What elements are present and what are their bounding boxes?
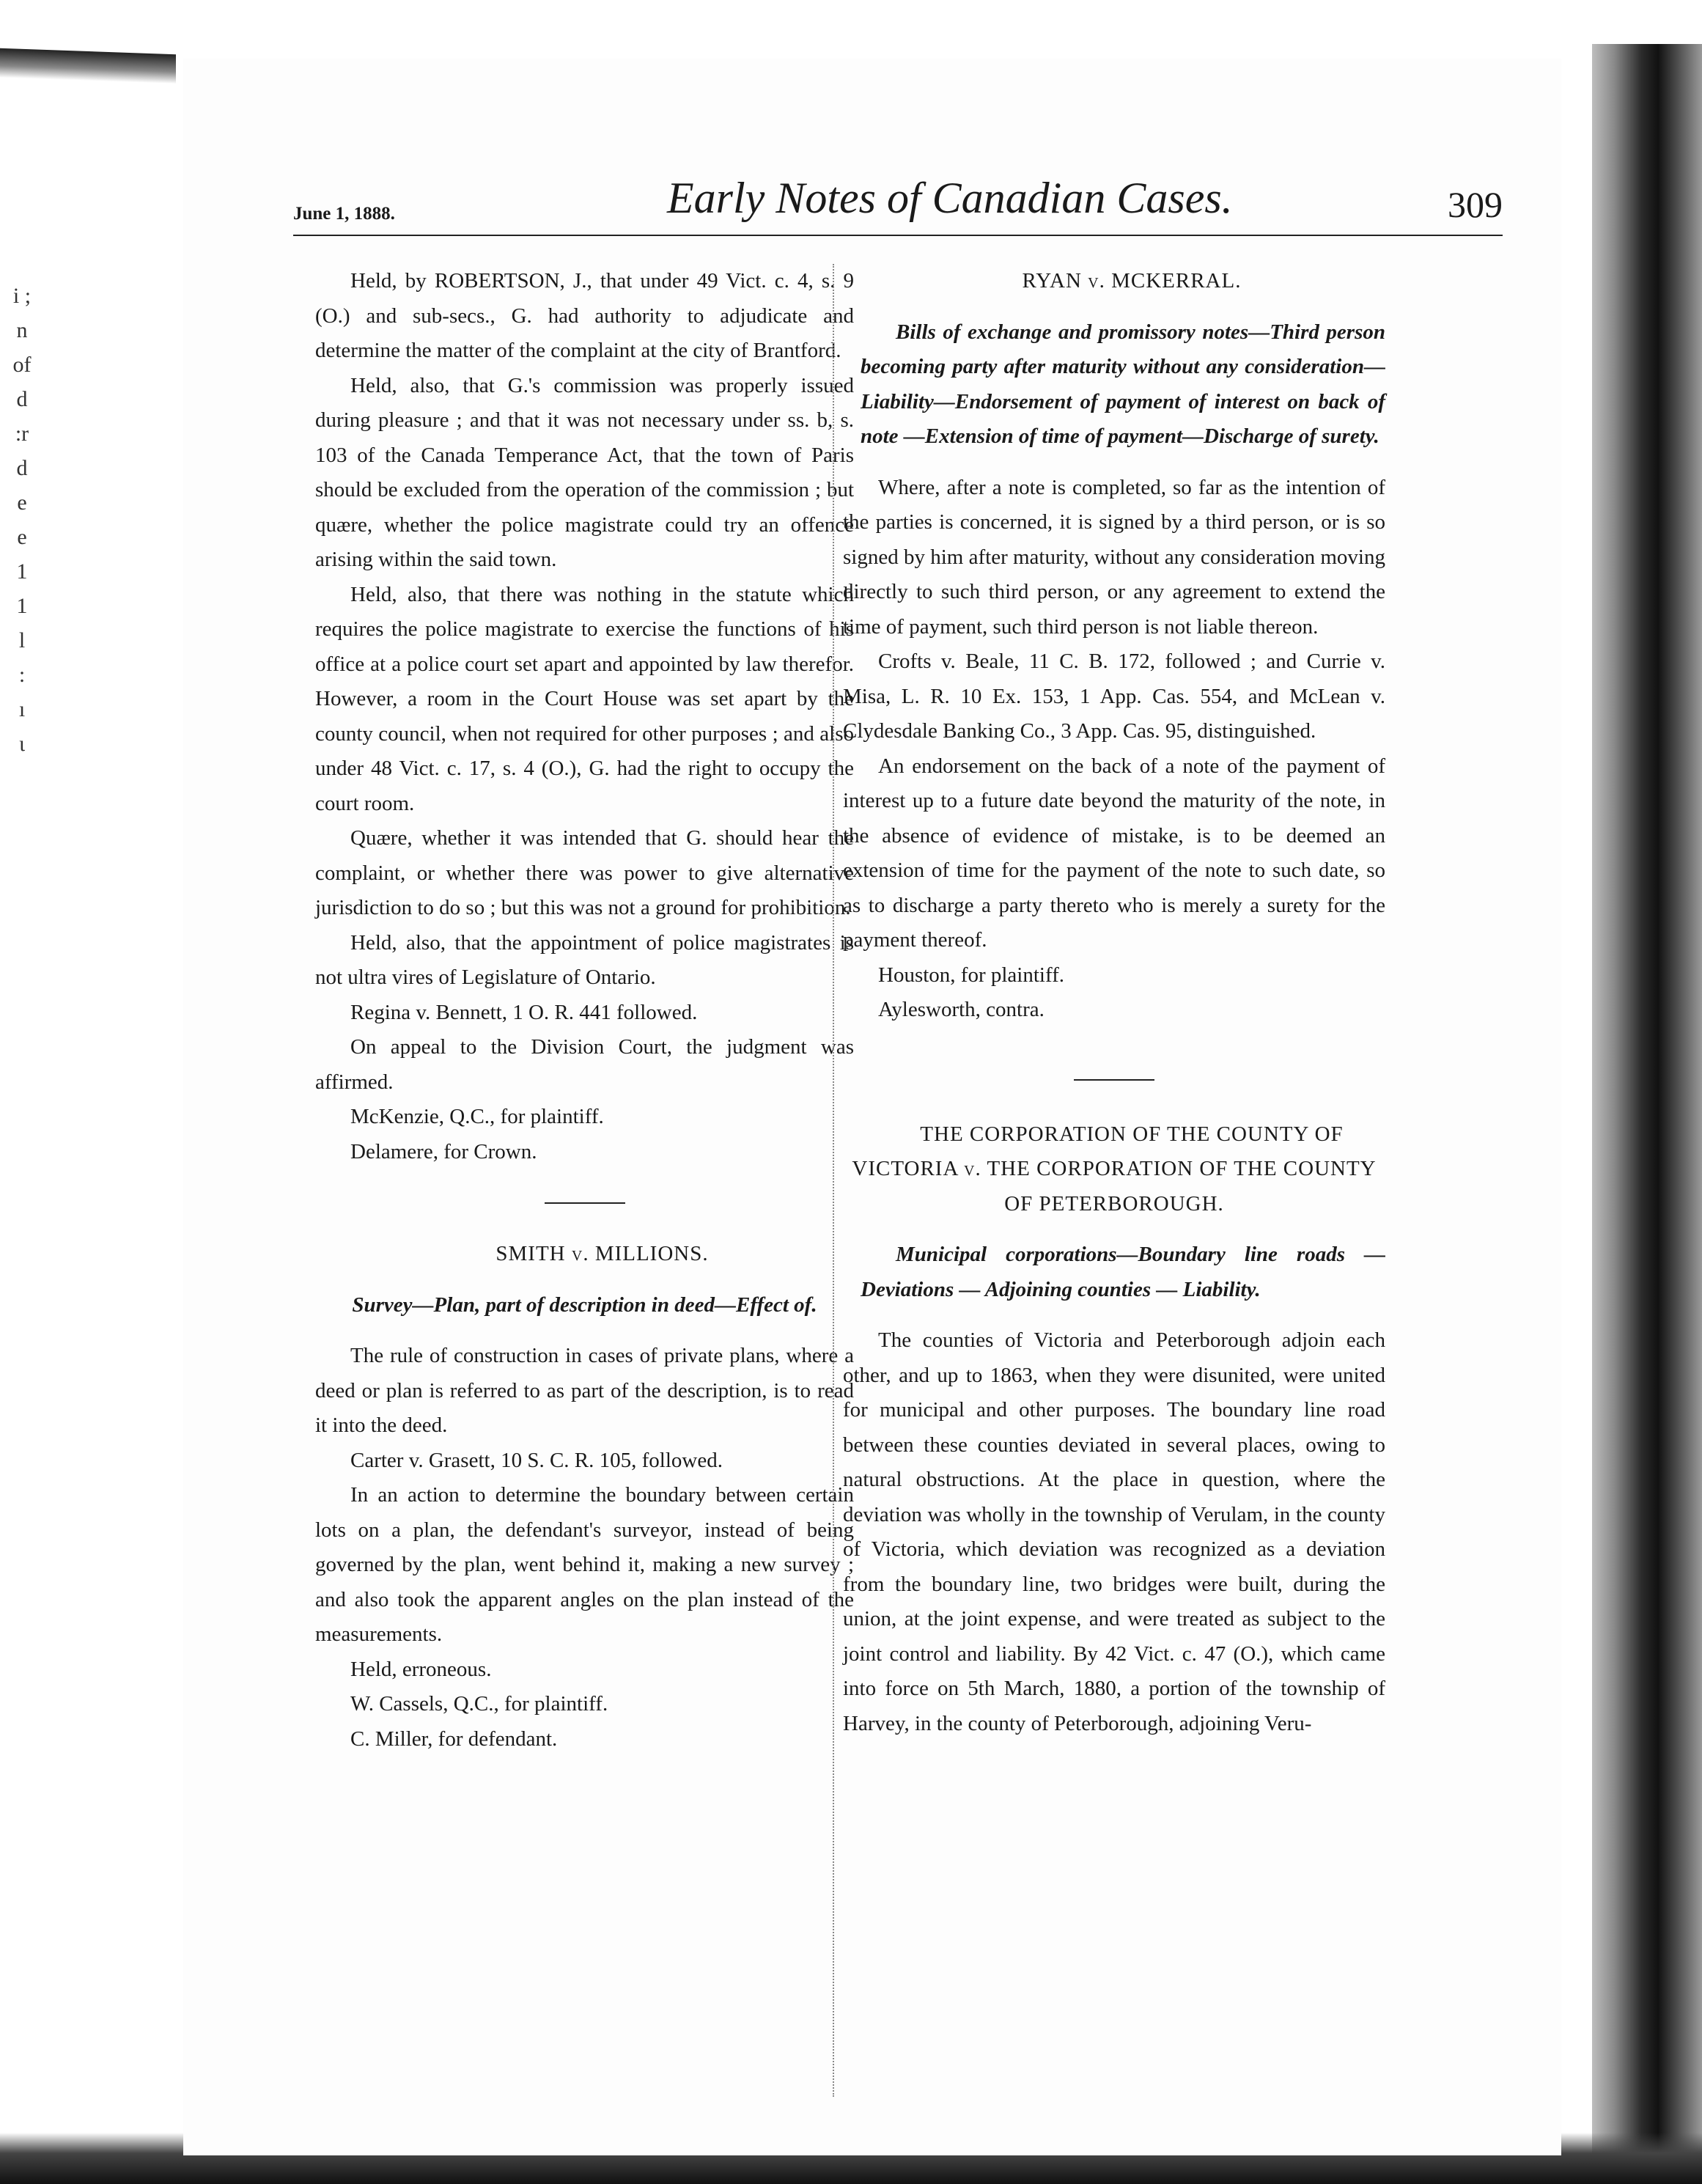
case-headnote: Municipal corporations—Boundary line roads — Deviations — Adjoining counties — Liability. bbox=[861, 1243, 1385, 1301]
paragraph: Held, also, that G.'s commission was properly issued during pleasure ; and that it was not necessary under ss. b, s. 103 of the Canada Temperance Act, that the town of Paris should be excluded from the operation of the commission ; but quære, whether the police magistrate could try an offence arising within the said town. bbox=[315, 373, 854, 571]
margin-mark: ι bbox=[18, 732, 26, 756]
citation: Regina v. Bennett, 1 O. R. 441 followed. bbox=[350, 1000, 698, 1024]
margin-mark: : bbox=[18, 663, 26, 687]
paragraph: Quære, whether it was intended that G. should hear the complaint, or whether there was power to give alternative jurisdiction to do so ; but this was not a ground for prohibition. bbox=[315, 826, 854, 919]
case-title: THE CORPORATION OF THE COUNTY OF VICTORIA v. THE CORPORATION OF THE COUNTY OF PETERBOROUGH. bbox=[852, 1122, 1377, 1216]
paragraph: Where, after a note is completed, so far as the intention of the parties is concerned, it is signed by a third person, or is so signed by him after maturity, without any consideration moving directly to such third person, or any agreement to extend the time of payment, such third person is not liable thereon. bbox=[843, 475, 1385, 639]
paragraph: Held, also, that there was nothing in the statute which requires the police magistrate to exercise the functions of his office at a police court set apart and appointed by law therefor. However, a room in the Court House was set apart by the county council, when not required for other purposes ; and also under 48 Vict. c. 17, s. 4 (O.), G. had the right to occupy the court room. bbox=[315, 582, 854, 815]
margin-mark: 1 bbox=[16, 594, 28, 618]
column-divider bbox=[833, 264, 834, 2097]
section-divider bbox=[1074, 1079, 1154, 1081]
page-number: 309 bbox=[1448, 184, 1503, 225]
counsel-line: Aylesworth, contra. bbox=[878, 998, 1045, 1021]
citation: Carter v. Grasett, 10 S. C. R. 105, followed. bbox=[350, 1448, 723, 1472]
page bbox=[183, 59, 1561, 2155]
section-divider bbox=[545, 1202, 625, 1204]
margin-mark: d bbox=[16, 387, 28, 411]
margin-mark: l bbox=[18, 628, 26, 652]
margin-mark: e bbox=[17, 490, 27, 515]
margin-mark: 1 bbox=[16, 559, 28, 584]
case-title: RYAN v. MCKERRAL. bbox=[1022, 269, 1242, 293]
header-title: Early Notes of Canadian Cases. bbox=[667, 174, 1233, 222]
case-headnote: Bills of exchange and promissory notes—Third person becoming party after maturity without any consideration—Liability—Endorsement of payment of interest on back of note —Extension of time of payment—Discharge of surety. bbox=[861, 320, 1385, 448]
margin-mark: e bbox=[17, 525, 27, 549]
right-column bbox=[843, 264, 1385, 1741]
margin-mark: :r bbox=[15, 422, 29, 446]
running-header bbox=[293, 169, 1503, 236]
counsel-line: C. Miller, for defendant. bbox=[350, 1727, 558, 1751]
paragraph: Held, also, that the appointment of police magistrates is not ultra vires of Legislature of Ontario. bbox=[315, 930, 854, 989]
paragraph: On appeal to the Division Court, the judgment was affirmed. bbox=[315, 1035, 854, 1094]
citation: Crofts v. Beale, 11 C. B. 172, followed ; and Currie v. Misa, L. R. 10 Ex. 153, 1 App. Cas. 554, and McLean v. Clydesdale Banking Co., 3 App. Cas. 95, distinguished. bbox=[843, 650, 1385, 743]
header-date: June 1, 1888. bbox=[293, 204, 395, 224]
counsel-line: Delamere, for Crown. bbox=[350, 1139, 537, 1163]
paragraph: In an action to determine the boundary between certain lots on a plan, the defendant's surveyor, instead of being governed by the plan, went behind it, making a new survey ; and also took the apparent angles on the plan instead of the measurements. bbox=[315, 1483, 854, 1646]
paragraph: An endorsement on the back of a note of the payment of interest up to a future date beyond the maturity of the note, in the absence of evidence of mistake, is to be deemed an extension of time for the payment of the note to such date, so as to discharge a party thereto who is merely a surety for the payment thereof. bbox=[843, 754, 1385, 952]
case-title: SMITH v. MILLIONS. bbox=[496, 1242, 709, 1265]
holding: Held, erroneous. bbox=[350, 1657, 492, 1681]
margin-mark: d bbox=[16, 456, 28, 480]
margin-mark: n bbox=[16, 318, 28, 342]
counsel-line: W. Cassels, Q.C., for plaintiff. bbox=[350, 1692, 608, 1716]
margin-marks bbox=[0, 279, 44, 761]
margin-mark: of bbox=[12, 353, 32, 377]
paragraph: The rule of construction in cases of private plans, where a deed or plan is referred to as part of the description, is to read it into the deed. bbox=[315, 1344, 854, 1437]
scan-shadow-top bbox=[0, 48, 176, 84]
left-column bbox=[315, 264, 854, 1757]
counsel-line: Houston, for plaintiff. bbox=[878, 963, 1064, 987]
paragraph: Held, by ROBERTSON, J., that under 49 Vict. c. 4, s. 9 (O.) and sub-secs., G. had authority to adjudicate and determine the matter of the complaint at the city of Brantford. bbox=[315, 269, 854, 362]
paragraph: The counties of Victoria and Peterborough adjoin each other, and up to 1863, when they were disunited, were united for municipal and other purposes. The boundary line road between these counties deviated in several places, owing to natural obstructions. At the place in question, where the deviation was wholly in the township of Verulam, in the county of Victoria, which deviation was recognized as a deviation from the boundary line, two bridges were built, during the union, at the joint expense, and were treated as subject to the joint control and liability. By 42 Vict. c. 47 (O.), which came into force on 5th March, 1880, a portion of the township of Harvey, in the county of Peterborough, adjoining Veru- bbox=[843, 1328, 1385, 1735]
case-headnote: Survey—Plan, part of description in deed—Effect of. bbox=[352, 1293, 817, 1317]
margin-mark: ı bbox=[18, 697, 26, 721]
scan-binding-edge bbox=[1592, 44, 1702, 2184]
counsel-line: McKenzie, Q.C., for plaintiff. bbox=[350, 1105, 604, 1128]
margin-mark: i ; bbox=[12, 284, 32, 308]
